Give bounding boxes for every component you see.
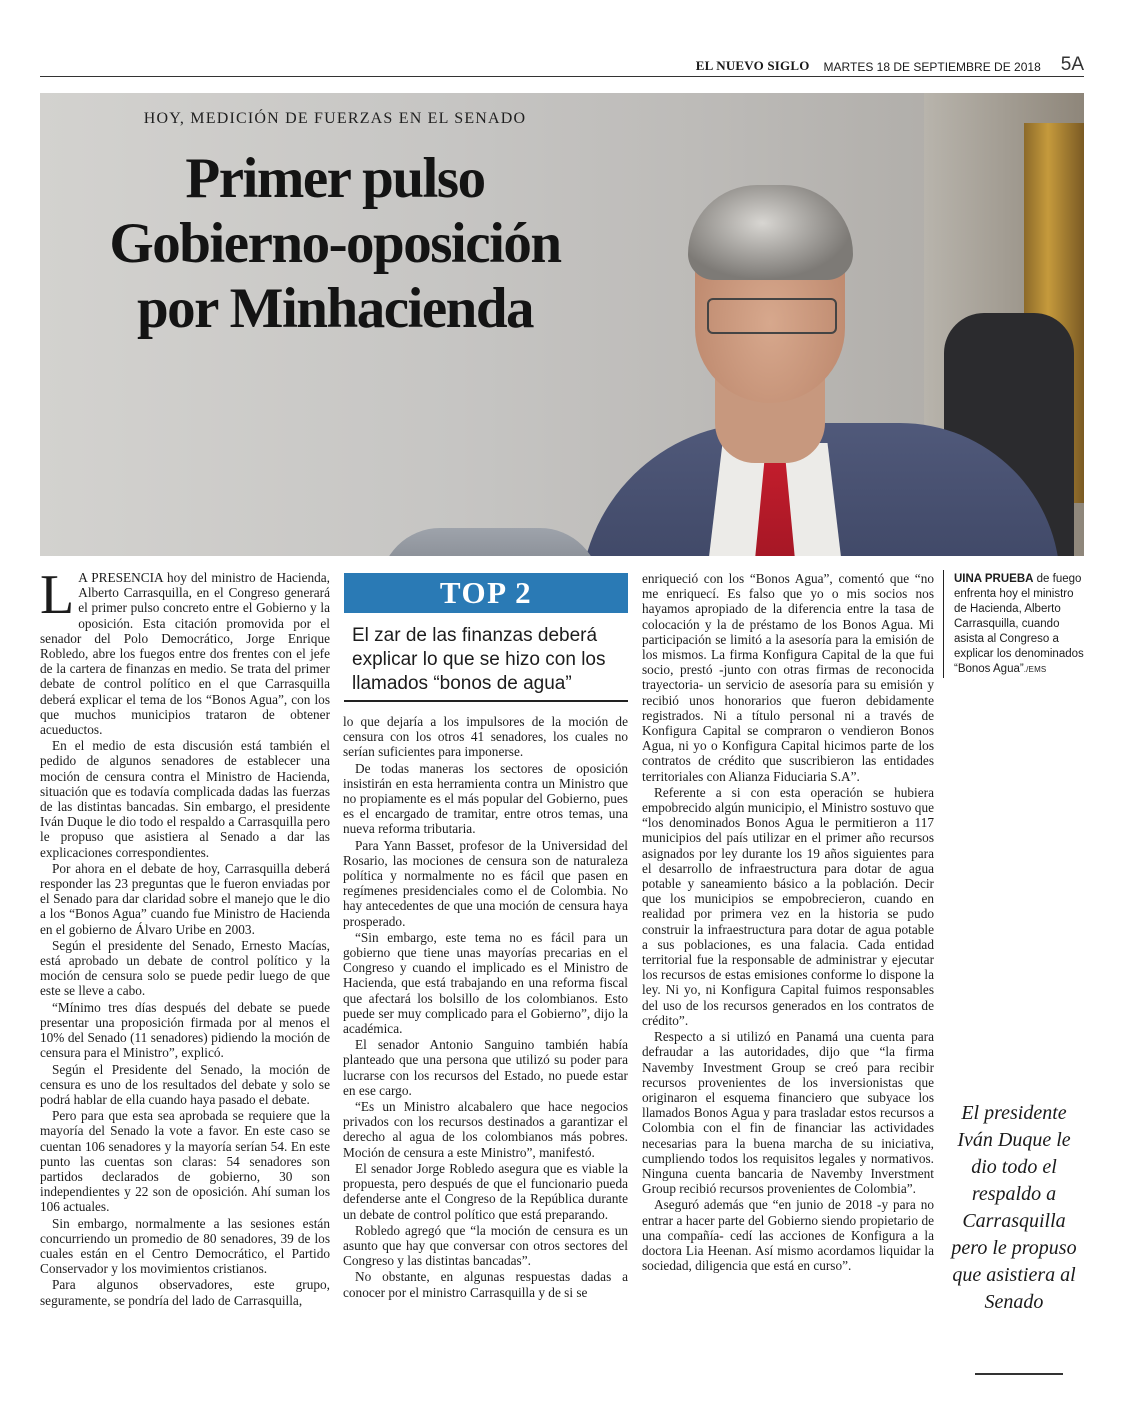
paragraph: Aseguró además que “en junio de 2018 -y para no entrar a hacer parte del Gobierno siendo propietario de una compañía- cedí las acciones de Konfigura a la doctora Lia Heenan. Así mismo acordamos liquidar la sociedad, diligencia que está en curso”. <box>642 1197 934 1274</box>
paragraph: De todas maneras los sectores de oposición insistirán en esta herramienta contra un Ministro que no propiamente es el más popular del Gobierno, pues es el encargado de tramitar, entre otros temas, una nueva reforma tributaria. <box>343 760 628 837</box>
paragraph: Según el Presidente del Senado, la moción de censura es uno de los resultados del debate y solo se podrá hablar de ella cuando haya pasado el debate. <box>40 1061 330 1107</box>
paragraph: Respecto a si utilizó en Panamá una cuenta para defraudar a las autoridades, dijo que “la firma Navemby Investment Group se creó para recibir recursos provenientes de los inversionistas que originaron el esquema financiero que subyace los llamados Bonos Agua y para trasladar estos recursos a Colombia con el fin de financiar las actividades necesarias para la buena marcha de su iniciativa, cumpliendo todos los requisitos legales y normativos. Ninguna cuenta bancaria de Navemby Inverstment Group recibió recursos provenientes de Colombia”. <box>642 1029 934 1197</box>
paragraph: “Sin embargo, este tema no es fácil para un gobierno que tiene unas mayorías precarias en el Congreso y cuando el implicado es el Ministro de Hacienda, que está trabajando en una reforma fiscal que afectará los bolsillo de los colombianos. Esto puede ser muy complicado para el Gobierno”, dijo la académica. <box>343 929 628 1037</box>
paragraph: L A PRESENCIA hoy del ministro de Hacienda, Alberto Carrasquilla, en el Congreso generará el primer pulso concreto entre el Gobierno y la oposición. Esta citación promovida por el senador del Polo Democrático, Jorge Enrique Robledo, abre los fuegos entre dos frentes con el jefe de la cartera de finanzas en medio. Se trata del primer debate de control político en el que Carrasquilla deberá explicar el tema de los “Bonos Agua”, con los que muchos municipios trataron de obtener acueductos. <box>40 564 330 738</box>
article-kicker: HOY, MEDICIÓN DE FUERZAS EN EL SENADO <box>143 110 527 127</box>
paragraph: “Mínimo tres días después del debate se puede presentar una proposición firmada por al menos el 10% del Senado (11 senadores) pidiendo la moción de censura para el Ministro”, explicó. <box>40 999 330 1061</box>
paragraph: El senador Antonio Sanguino también había planteado que una persona que utilizó su poder para lucrarse con los recursos del Estado, no puede estar en ese cargo. <box>343 1037 628 1098</box>
photo-caption <box>954 572 1084 677</box>
top-badge <box>344 573 628 613</box>
article-column-2 <box>343 714 628 1301</box>
photo-hair <box>688 185 853 280</box>
caption-text: de fuego enfrenta hoy el ministro de Hacienda, Alberto Carrasquilla, cuando asista al Congreso a explicar los denominados “Bonos Agua” <box>954 573 1084 675</box>
article-column-1 <box>40 564 330 1309</box>
pull-quote: El presidente Iván Duque le dio todo el respaldo a Carrasquilla pero le propuso que asistiera al Senado <box>951 1102 1077 1313</box>
paragraph: Sin embargo, normalmente a las sesiones están concurriendo un promedio de 80 senadores, 39 de los cuales están en el Centro Democrático, el Partido Conservador y los movimientos cristianos. <box>40 1215 330 1277</box>
article-headline <box>40 146 630 341</box>
newspaper-name: EL NUEVO SIGLO <box>695 58 810 73</box>
paragraph: lo que dejaría a los impulsores de la moción de censura con los otros 41 senadores, los cuales no serían suficientes para imponerse. <box>343 714 628 760</box>
headline-line-1: Primer pulso <box>185 147 485 210</box>
paragraph: Pero para que esta sea aprobada se requiere que la mayoría del Senado la vote a favor. En este caso se cuentan 106 senadores y la mayoría serían 54. En este punto las cuentas son claras: 54 senadores son partidos declarados de gobierno, 30 son independientes y 22 son de oposición. Ahí suman los 106 actuales. <box>40 1108 330 1215</box>
caption-bar <box>943 570 944 678</box>
masthead <box>696 50 1084 74</box>
top-badge-label: TOP 2 <box>439 575 533 610</box>
photo-credit: ./EMS <box>1023 665 1047 674</box>
photo-laptop <box>380 528 600 556</box>
headline-line-3: por Minhacienda <box>136 277 534 340</box>
paragraph: No obstante, en algunas respuestas dadas a conocer por el ministro Carrasquilla y de si se <box>343 1269 628 1300</box>
headline-line-2: Gobierno-oposición <box>109 212 561 275</box>
subdeck-divider <box>344 700 628 702</box>
paragraph: El senador Jorge Robledo asegura que es viable la propuesta, pero después de que el funcionario pueda defenderse ante el Congreso de la República durante un debate de control político que está preparando. <box>343 1160 628 1222</box>
paragraph: Referente a si con esta operación se hubiera empobrecido algún municipio, el Ministro sostuvo que “los denominados Bonos Agua le permitieron a 117 municipios del país utilizar en el primer año recursos asignados por ley durante los 19 años siguientes para el desarrollo de infraestructura para dotar de agua potable y saneamiento básico a la población. Decir que los municipios se empobrecieron, cuando en realidad por primera vez en la historia se pudo construir la infraestructura para dotar de agua potable a sus poblaciones, es una falacia. Cada entidad territorial fue la responsable de administrar y ejecutar los recursos de estas emisiones conforme lo dispone la ley. Ni yo, ni Konfigura Capital fuimos responsables del uso de los recursos generados en los contratos de crédito”. <box>642 784 934 1028</box>
issue-date: MARTES 18 DE SEPTIEMBRE DE 2018 <box>823 60 1041 74</box>
paragraph: Según el presidente del Senado, Ernesto Macías, está aprobado un debate de control político y la moción de censura solo se puede pedir luego de que este se lleve a cabo. <box>40 937 330 999</box>
paragraph: En el medio de esta discusión está también el pedido de algunos senadores de establecer una moción de censura contra el Ministro de Hacienda, situación que es todavía complicada dadas las fuerzas de las distintas bancadas. Sin embargo, el presidente Iván Duque le dio todo el respaldo a Carrasquilla pero le propuso que asistiera al Senado a dar las explicaciones correspondientes. <box>40 738 330 860</box>
masthead-rule <box>40 76 1084 77</box>
paragraph: Robledo agregó que “la moción de censura es un asunto que hay que conversar con otros sectores del Congreso y las distintas bancadas”. <box>343 1222 628 1269</box>
paragraph: Para Yann Basset, profesor de la Universidad del Rosario, las mociones de censura son de naturaleza política y normalmente no es fácil que pasen en regímenes presidenciales como el de Colombia. No hay antecedentes de que una moción de censura haya prosperado. <box>343 837 628 929</box>
paragraph: Para algunos observadores, este grupo, seguramente, se pondría del lado de Carrasquilla, <box>40 1277 330 1308</box>
pull-quote-rule <box>975 1373 1063 1375</box>
page-number: 5A <box>1060 54 1084 75</box>
caption-lead: UINA PRUEBA <box>954 573 1034 585</box>
article-column-3 <box>642 571 934 1274</box>
photo-glasses <box>707 298 837 334</box>
article-subdeck: El zar de las finanzas deberá explicar lo que se hizo con los llamados “bonos de agua” <box>352 625 606 694</box>
paragraph: Por ahora en el debate de hoy, Carrasquilla deberá responder las 23 preguntas que le fueron enviadas por el Senado para dar claridad sobre el manejo que le dio a los “Bonos Agua” cuando fue Ministro de Hacienda en el gobierno de Álvaro Uribe en 2003. <box>40 860 330 937</box>
drop-cap: L <box>40 564 75 626</box>
paragraph: “Es un Ministro alcabalero que hace negocios privados con los recursos destinados a garantizar el derecho al agua de los colombianos más pobres. Moción de censura a este Ministro”, manifestó. <box>343 1099 628 1160</box>
paragraph: enriqueció con los “Bonos Agua”, comentó que “no me enriquecí. Es falso que yo o mis socios nos hayamos apropiado de la diferencia entre la tasa de colocación y la de préstamo de los Bonos Agua. Mi participación se limitó a la asesoría para la emisión de los mismos. La firma Konfigura Capital de la que fui socio, prestó -junto con otras firmas de reconocida trayectoria- un servicio de asesoría para su emisión y recibió unos honorarios que fueron debidamente registrados. Ni a título personal ni a través de Konfigura Capital se compraron o vendieron Bonos Agua, ni yo o Konfigura Capital hicimos parte de los contratos de crédito que suscribieron las entidades territoriales con Alianza Fiduciaria S.A”. <box>642 571 934 784</box>
